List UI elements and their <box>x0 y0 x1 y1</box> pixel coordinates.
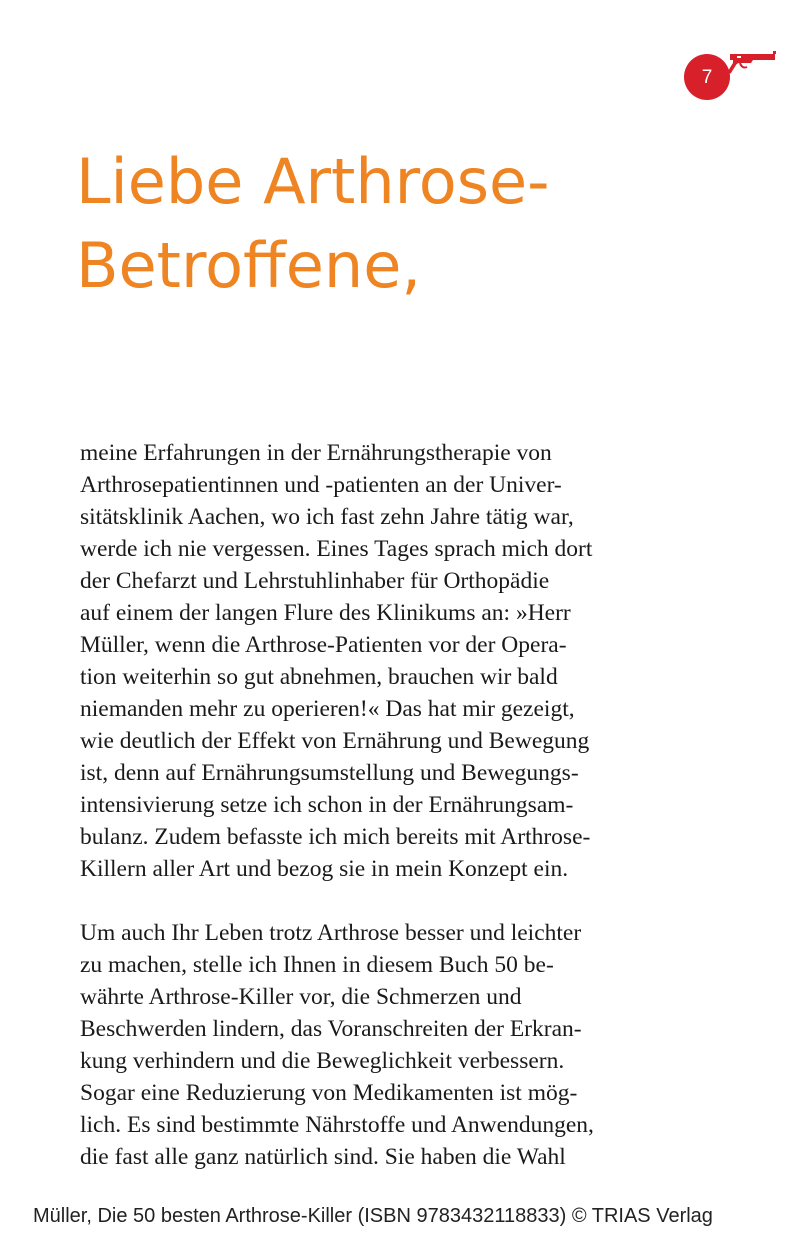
text-line: der Chefarzt und Lehrstuhlinhaber für Orthopädie <box>80 568 550 594</box>
text-line: Beschwerden lindern, das Voranschreiten der Erkran- <box>80 1016 582 1042</box>
text-line: sitätsklinik Aachen, wo ich fast zehn Jahre tätig war, <box>80 504 574 530</box>
text-line: meine Erfahrungen in der Ernährungstherapie von <box>80 440 552 466</box>
text-line: Müller, wenn die Arthrose-Patienten vor der Opera- <box>80 632 567 658</box>
page-number-badge <box>684 54 730 100</box>
text-line: die fast alle ganz natürlich sind. Sie haben die Wahl <box>80 1144 566 1170</box>
text-line: bulanz. Zudem befasste ich mich bereits mit Arthrose- <box>80 824 591 850</box>
text-line: lich. Es sind bestimmte Nährstoffe und Anwendungen, <box>80 1112 594 1138</box>
page-heading <box>76 140 550 308</box>
paragraph <box>80 917 720 1173</box>
text-line: zu machen, stelle ich Ihnen in diesem Buch 50 be- <box>80 952 554 978</box>
text-line: werde ich nie vergessen. Eines Tages sprach mich dort <box>80 536 593 562</box>
text-line: niemanden mehr zu operieren!« Das hat mir gezeigt, <box>80 696 575 722</box>
text-line: auf einem der langen Flure des Klinikums an: »Herr <box>80 600 571 626</box>
heading-line: Betroffene, <box>76 229 422 302</box>
heading-line: Liebe Arthrose- <box>76 145 550 218</box>
text-line: Killern aller Art und bezog sie in mein Konzept ein. <box>80 856 569 882</box>
text-line: intensivierung setze ich schon in der Ernährungsam- <box>80 792 574 818</box>
paragraph <box>80 437 720 885</box>
text-line: tion weiterhin so gut abnehmen, brauchen wir bald <box>80 664 558 690</box>
text-line: Sogar eine Reduzierung von Medikamenten ist mög- <box>80 1080 578 1106</box>
text-line: kung verhindern und die Beweglichkeit verbessern. <box>80 1048 565 1074</box>
pistol-icon <box>727 44 779 76</box>
page-number: 7 <box>701 66 713 88</box>
text-line: Um auch Ihr Leben trotz Arthrose besser und leichter <box>80 920 582 946</box>
text-line: ist, denn auf Ernährungsumstellung und Bewegungs- <box>80 760 579 786</box>
body-text <box>80 437 720 1173</box>
text-line: wie deutlich der Effekt von Ernährung und Bewegung <box>80 728 590 754</box>
text-line: währte Arthrose-Killer vor, die Schmerzen und <box>80 984 522 1010</box>
copyright-footer: Müller, Die 50 besten Arthrose-Killer (ISBN 9783432118833) © TRIAS Verlag <box>33 1205 713 1227</box>
text-line: Arthrosepatientinnen und -patienten an der Univer- <box>80 472 562 498</box>
